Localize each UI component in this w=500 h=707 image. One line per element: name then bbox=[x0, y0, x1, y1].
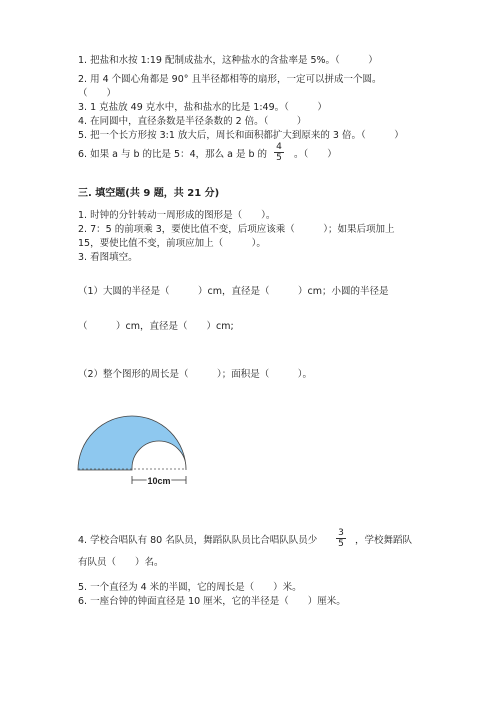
fill-q3-part1-line1: （1）大圆的半径是（ ）cm，直径是（ ）cm；小圆的半径是 bbox=[78, 286, 389, 297]
fill-q4-denominator: 5 bbox=[338, 539, 344, 549]
section3-title: 三. 填空题(共 9 题，共 21 分) bbox=[78, 188, 220, 199]
fill-q5: 5. 一个直径为 4 米的半圆，它的周长是（ ）米。 bbox=[78, 582, 302, 593]
judge-q6-text: 6. 如果 a 与 b 的比是 5：4，那么 a 是 b 的 bbox=[78, 149, 268, 160]
fill-q4-line2: 有队员（ ）名。 bbox=[78, 557, 164, 568]
judge-q4: 4. 在同圆中，直径条数是半径条数的 2 倍。（ ） bbox=[78, 116, 307, 127]
judge-q6-suffix: 。（ ） bbox=[294, 149, 337, 160]
fill-q1: 1. 时钟的分针转动一周形成的图形是（ ）。 bbox=[78, 210, 276, 221]
judge-q2-line2: （ ） bbox=[78, 88, 117, 99]
fill-q4 bbox=[78, 534, 317, 547]
judge-q1: 1. 把盐和水按 1:19 配制成盐水，这种盐水的含盐率是 5%。（ ） bbox=[78, 55, 378, 66]
fill-q4-numerator: 3 bbox=[336, 528, 346, 539]
fill-q4-text: 4. 学校合唱队有 80 名队员，舞蹈队队员比合唱队队员少 bbox=[78, 535, 318, 546]
judge-q2-line1: 2. 用 4 个圆心角都是 90° 且半径都相等的扇形，一定可以拼成一个圆。 bbox=[78, 74, 382, 85]
fill-q4-fraction bbox=[336, 528, 346, 549]
fill-q3-part1-line2: （ ）cm，直径是（ ）cm; bbox=[78, 321, 234, 332]
fill-q4-suffix: ，学校舞蹈队 bbox=[355, 535, 413, 546]
dimension-label: 10cm bbox=[147, 476, 171, 486]
fill-q3-part2: （2）整个图形的周长是（ ）；面积是（ ）。 bbox=[78, 369, 313, 380]
fill-q3: 3. 看图填空。 bbox=[78, 252, 138, 263]
semicircle-figure bbox=[72, 410, 212, 490]
judge-q3: 3. 1 克盐放 49 克水中，盐和盐水的比是 1:49。（ ） bbox=[78, 102, 327, 113]
judge-q5: 5. 把一个长方形按 3:1 放大后，周长和面积都扩大到原来的 3 倍。（ ） bbox=[78, 130, 404, 141]
fill-q2-line1: 2. 7：5 的前项乘 3，要使比值不变，后项应该乘（ ）；如果后项加上 bbox=[78, 224, 395, 235]
judge-q6-denominator: 5 bbox=[276, 153, 282, 163]
judge-q6 bbox=[78, 148, 267, 161]
judge-q6-fraction bbox=[274, 142, 284, 163]
fill-q2-line2: 15，要使比值不变，前项应加上（ ）。 bbox=[78, 238, 266, 249]
judge-q6-numerator: 4 bbox=[274, 142, 284, 153]
figure-shape bbox=[78, 416, 186, 470]
fill-q6: 6. 一座台钟的钟面直径是 10 厘米，它的半径是（ ）厘米。 bbox=[78, 596, 346, 607]
